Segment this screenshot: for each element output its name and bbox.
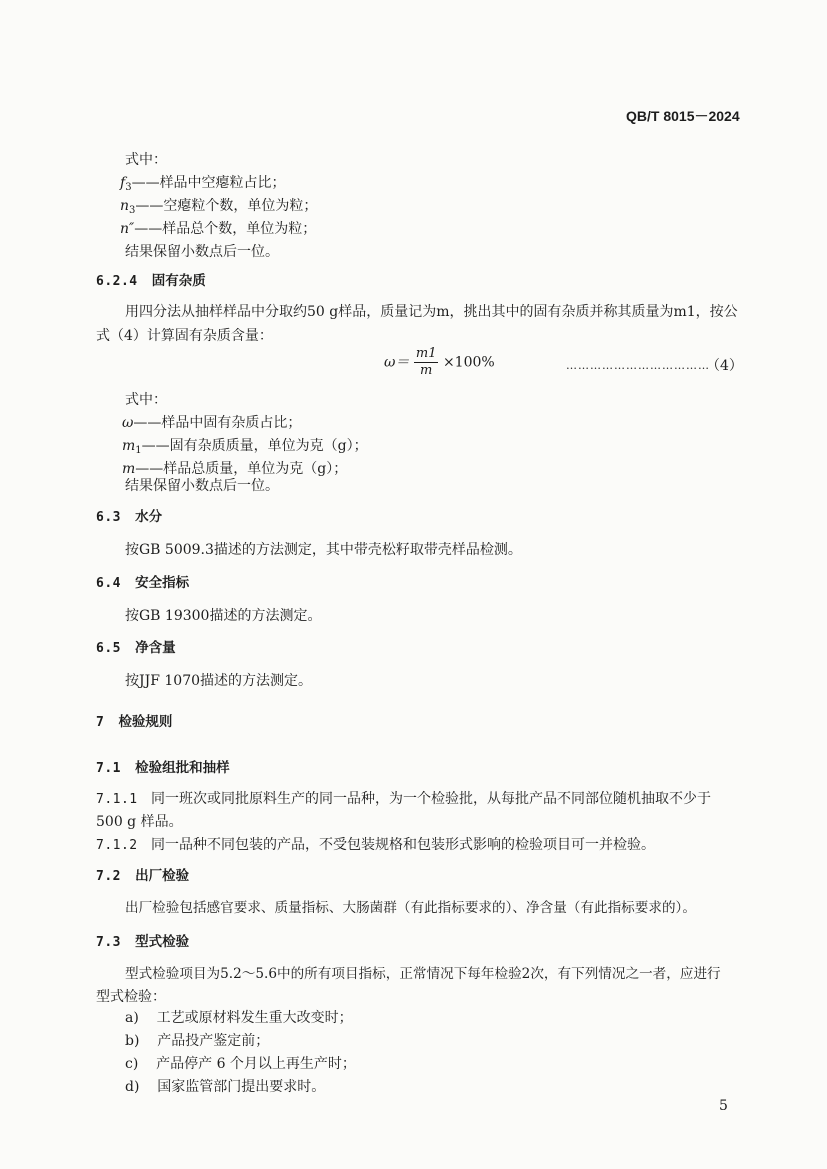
list-marker: a) [125,1010,139,1026]
formula-denominator: m [420,363,433,378]
section-title: 型式检验 [135,934,190,950]
definition-item [122,413,301,435]
definition-text: ——样品中固有杂质占比； [133,415,302,431]
formula-fraction [414,346,439,379]
symbol: f [120,175,126,191]
chapter-heading-7 [96,712,172,733]
symbol: m [122,461,136,477]
paragraph: 按GB 5009.3描述的方法测定，其中带壳松籽取带壳样品检测。 [125,542,522,558]
section-title: 固有杂质 [151,273,206,289]
section-title: 水分 [135,509,163,525]
list-marker: c) [125,1056,139,1072]
formula-leader-dots: ……………………………… [566,359,710,372]
list-item [125,1031,269,1051]
symbol: n [120,198,130,214]
note-text: 结果保留小数点后一位。 [125,478,279,494]
section-title: 检验组批和抽样 [135,760,230,776]
paragraph: 按JJF 1070描述的方法测定。 [125,673,313,689]
definition-text: ——样品中空瘪粒占比； [131,175,286,191]
list-text: 产品投产鉴定前； [157,1033,270,1049]
paragraph-line: 用四分法从抽样样品中分取约50 g样品，质量记为m，挑出其中的固有杂质并称其质量为m1，按公 [125,304,738,320]
section-number: 7.2 [96,869,121,884]
symbol-subscript: 3 [129,205,136,216]
section-number: 6.2.4 [96,274,138,289]
definition-text: ——样品总质量，单位为克（g）； [135,461,348,477]
paragraph-line: 型式检验： [96,989,166,1005]
section-heading-6-5 [96,638,176,659]
clause-7-1-2 [96,835,655,856]
clause-text-continued: 500 g 样品。 [96,814,183,830]
definition-item [120,219,316,241]
list-marker: b) [125,1033,140,1049]
section-number: 6.3 [96,510,121,525]
clause-number: 7.1.1 [96,792,138,807]
definition-item [120,196,317,218]
section-number: 6.4 [96,576,121,591]
section-heading-6-4 [96,573,189,594]
definition-item [120,173,286,195]
definition-item [122,436,368,458]
symbol-subscript: 1 [135,445,142,456]
list-item [125,1054,356,1074]
section-heading-7-3 [96,932,189,953]
formula-4 [384,346,495,379]
definition-text: ——固有杂质质量，单位为克（g）； [141,438,368,454]
clause-7-1-1 [96,789,711,810]
definition-text: ——空瘪粒个数，单位为粒； [135,198,318,214]
section-title: 净含量 [135,640,176,656]
section-heading-6-2-4 [96,271,206,292]
paragraph-line: 型式检验项目为5.2～5.6中的所有项目指标，正常情况下每年检验2次，有下列情况之一者，应进行 [125,966,721,982]
formula-number: （4） [706,358,743,374]
standard-code: QB/T 8015－2024 [626,108,740,124]
paragraph: 按GB 19300描述的方法测定。 [125,608,322,624]
list-text: 产品停产 6 个月以上再生产时； [156,1056,356,1072]
section-heading-6-3 [96,507,162,528]
formula-numerator: m1 [415,346,437,361]
section-heading-7-2 [96,866,189,887]
definition-text: ——样品总个数，单位为粒； [134,221,317,237]
section-number: 7.1 [96,761,121,776]
section-title: 出厂检验 [135,868,190,884]
formula-rhs: ×100% [442,354,495,371]
list-text: 工艺或原材料发生重大改变时； [156,1010,353,1026]
list-text: 国家监管部门提出要求时。 [157,1079,326,1095]
list-item [125,1008,353,1028]
list-item [125,1077,325,1097]
section-number: 7.3 [96,935,121,950]
paragraph: 出厂检验包括感官要求、质量指标、大肠菌群（有此指标要求的）、净含量（有此指标要求的）。 [125,900,696,916]
clause-text: 同一品种不同包装的产品，不受包装规格和包装形式影响的检验项目可一并检验。 [151,837,655,853]
paragraph-line: 式（4）计算固有杂质含量： [96,328,273,344]
symbol: n″ [120,221,135,237]
note-text: 结果保留小数点后一位。 [125,244,279,260]
page-number: 5 [719,1098,728,1114]
symbol-subscript: 3 [125,182,132,193]
where-label: 式中： [125,392,167,408]
symbol: m [122,438,136,454]
clause-text: 同一班次或同批原料生产的同一品种，为一个检验批，从每批产品不同部位随机抽取不少于 [151,791,711,807]
clause-number: 7.1.2 [96,838,138,853]
section-heading-7-1 [96,758,230,779]
section-title: 安全指标 [135,575,190,591]
section-number: 7 [96,715,105,730]
section-number: 6.5 [96,641,121,656]
where-label: 式中： [125,152,167,168]
formula-lhs: ω＝ [384,354,410,371]
list-marker: d) [125,1079,140,1095]
symbol: ω [122,415,134,431]
section-title: 检验规则 [118,714,173,730]
